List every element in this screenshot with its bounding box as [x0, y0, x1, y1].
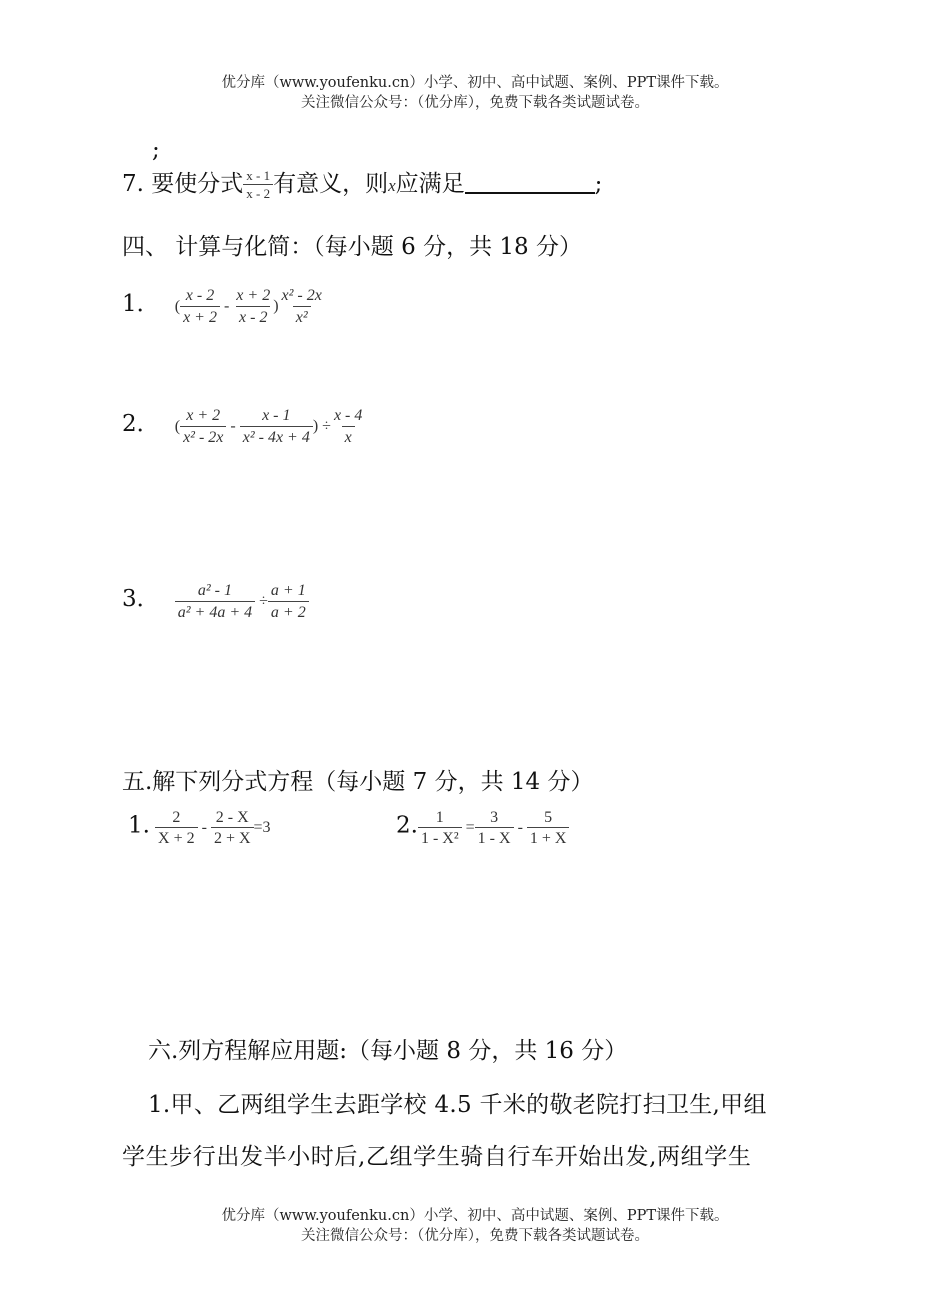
s4-p1-f2-den: x - 2 [236, 306, 270, 327]
s4-p3-frac-2 [268, 581, 309, 621]
q7-end: ; [594, 171, 603, 197]
s4-p2-f3-den: x [342, 426, 355, 447]
s5-eq1-frac-1 [155, 808, 198, 848]
s4-p1-frac-1 [180, 286, 220, 326]
s6-problem-1-line-1: 1.甲、乙两组学生去距学校 4.5 千米的敬老院打扫卫生,甲组 [148, 1092, 767, 1118]
s4-p3-frac-1 [175, 581, 255, 621]
s5-eq2-f2-den: 1 - X [475, 827, 514, 848]
q7-var: x [388, 176, 396, 195]
s5-equation-1: 1. $\frac{2}{X + 2}$ - $\frac{2 - X}{2 + X}$ =3 [128, 809, 271, 848]
s4-p1-frac-2 [233, 286, 273, 326]
s5-eq1-f1-den: X + 2 [155, 827, 198, 848]
s4-p2-f2-num: x - 1 [262, 407, 291, 425]
s4-p2-frac-1 [180, 406, 226, 446]
section-5-title: 五.解下列分式方程（每小题 7 分，共 14 分） [122, 769, 594, 795]
header-line-1: 优分库（www.youfenku.cn）小学、初中、高中试题、案例、PPT课件下载。 [221, 75, 729, 91]
footer-line-1: 优分库（www.youfenku.cn）小学、初中、高中试题、案例、PPT课件下载。 [221, 1208, 729, 1224]
s4-p2-f3-num: x - 4 [333, 407, 363, 425]
s5-eq2-frac-3 [527, 808, 570, 848]
q6-tail: ; [152, 137, 160, 163]
s5-eq2-frac-2 [475, 808, 514, 848]
s4-problem-2: 2． ( $\frac{x + 2}{\text{x² - 2x}}$ - $\frac{x - 1}{\text{x² - 4x + 4}}$ ) ÷ $\frac{x - 4}{x}$ [122, 405, 365, 447]
s4-p2-frac-2 [240, 406, 313, 446]
s4-p1-frac-3 [279, 286, 325, 326]
s5-eq2-frac-1 [418, 808, 462, 848]
footer-line-2: 关注微信公众号：（优分库），免费下载各类试题试卷。 [301, 1228, 649, 1244]
s4-p1-f3-den: x² [293, 306, 311, 327]
s4-p2-label: 2． [122, 411, 160, 437]
question-7 [122, 165, 602, 202]
section-4-title: 四、 计算与化简：（每小题 6 分，共 18 分） [122, 234, 582, 260]
page-footer [0, 1206, 950, 1246]
s5-eq1-frac-2 [211, 808, 254, 848]
s4-p3-f2-den: a + 2 [268, 601, 309, 622]
s4-p1-f3-num: x² - 2x [281, 287, 322, 305]
s5-eq2-label: 2. [396, 812, 418, 839]
s4-p2-f1-num: x + 2 [186, 407, 221, 425]
section-6-title: 六.列方程解应用题:（每小题 8 分，共 16 分） [148, 1038, 628, 1064]
s5-eq2-f2-num: 3 [490, 809, 499, 826]
s4-problem-3: 3． $\frac{\text{a² - 1}}{\text{a² + 4a + 4}}$ ÷ $\frac{a + 1}{a + 2}$ [122, 580, 309, 622]
s5-eq2-f1-num: 1 [435, 809, 444, 826]
s4-p1-f1-num: x - 2 [185, 287, 215, 305]
s5-eq2-f1-den: 1 - X² [418, 827, 462, 848]
s4-p1-f2-num: x + 2 [236, 287, 271, 305]
s5-eq1-f1-num: 2 [172, 809, 181, 826]
s5-eq1-f2-num: 2 - X [215, 809, 249, 826]
s4-p1-f1-den: x + 2 [180, 306, 220, 327]
s5-eq2-f3-den: 1 + X [527, 827, 570, 848]
s6-problem-1-line-2: 学生步行出发半小时后,乙组学生骑自行车开始出发,两组学生 [122, 1144, 752, 1170]
s4-p2-f1-den: x² - 2x [180, 426, 226, 447]
s4-p2-f2-den: x² - 4x + 4 [240, 426, 313, 447]
answer-blank [465, 170, 595, 194]
q7-middle: 有意义，则 [273, 171, 389, 197]
q7-prefix: 7. 要使分式 [122, 171, 244, 197]
s4-p3-f1-den: a² + 4a + 4 [175, 601, 255, 622]
q7-suffix: 应满足 [395, 171, 465, 197]
s5-eq2-f3-num: 5 [544, 809, 553, 826]
header-line-2: 关注微信公众号：（优分库），免费下载各类试题试卷。 [301, 95, 649, 111]
page-header [0, 73, 950, 113]
q7-frac-den: x - 2 [243, 184, 273, 202]
s5-equation-2: 2. $\frac{1}{\text{1 - X²}}$ = $\frac{3}{1 - X}$ - $\frac{5}{1 + X}$ [396, 808, 569, 848]
s4-problem-1: 1． ( $\frac{x - 2}{x + 2}$ - $\frac{x + 2}{x - 2}$ ) $\frac{\text{x² - 2x}}{\text{x²}}$ [122, 285, 325, 327]
s4-p2-frac-3 [331, 406, 365, 446]
s5-eq1-rhs: =3 [253, 819, 271, 837]
s4-p1-label: 1． [122, 291, 160, 317]
s4-p3-f1-num: a² - 1 [197, 582, 232, 600]
q7-frac-num: x - 1 [246, 168, 271, 184]
s4-p3-f2-num: a + 1 [270, 582, 306, 600]
s4-p3-label: 3． [122, 586, 160, 612]
q7-fraction [243, 168, 273, 201]
s5-eq1-f2-den: 2 + X [211, 827, 254, 848]
s5-eq1-label: 1. [128, 812, 150, 839]
